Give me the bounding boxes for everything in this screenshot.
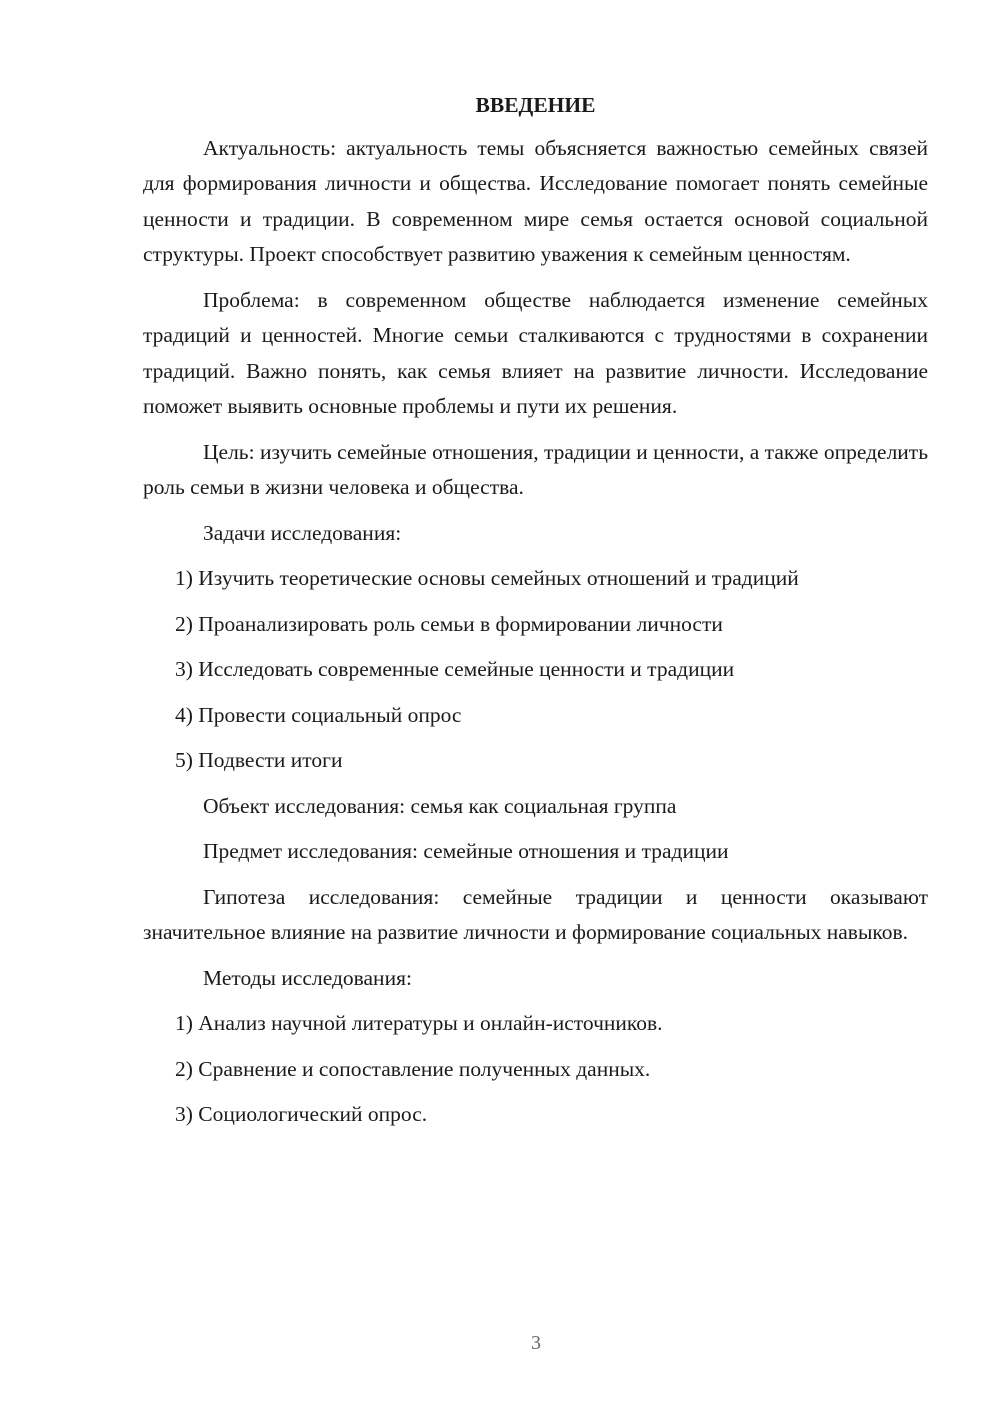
tasks-list xyxy=(143,561,928,779)
list-item: 3) Социологический опрос. xyxy=(175,1102,428,1126)
subject-paragraph: Предмет исследования: семейные отношения и традиции xyxy=(203,839,729,863)
list-item: 2) Сравнение и сопоставление полученных данных. xyxy=(175,1056,651,1081)
list-item: 1) Анализ научной литературы и онлайн-источников. xyxy=(175,1011,663,1035)
object-paragraph: Объект исследования: семья как социальная группа xyxy=(203,793,677,818)
methods-heading: Методы исследования: xyxy=(203,965,412,990)
problem-paragraph: Проблема: в современном обществе наблюдается изменение семейных традиций и ценностей. Многие семьи сталкиваются с трудностями в сохранении традиций. Важно понять, как семья влияет на развитие личности. Исследование поможет выявить основные проблемы и пути их решения. xyxy=(143,287,928,418)
goal-paragraph: Цель: изучить семейные отношения, традиции и ценности, а также определить роль семьи в жизни человека и общества. xyxy=(143,439,928,499)
page-number: 3 xyxy=(531,1332,541,1354)
methods-list xyxy=(143,1006,928,1133)
list-item: 1) Изучить теоретические основы семейных отношений и традиций xyxy=(175,566,799,590)
section-title: ВВЕДЕНИЕ xyxy=(475,93,596,117)
list-item: 2) Проанализировать роль семьи в формировании личности xyxy=(175,611,723,636)
document-page xyxy=(143,88,928,1143)
hypothesis-paragraph: Гипотеза исследования: семейные традиции и ценности оказывают значительное влияние на развитие личности и формирование социальных навыков. xyxy=(143,884,928,944)
list-item: 4) Провести социальный опрос xyxy=(175,702,462,727)
relevance-paragraph: Актуальность: актуальность темы объясняется важностью семейных связей для формирования личности и общества. Исследование помогает понять семейные ценности и традиции. В современном мире семья остается основой социальной структуры. Проект способствует развитию уважения к семейным ценностям. xyxy=(143,135,928,266)
list-item: 5) Подвести итоги xyxy=(175,748,343,772)
list-item: 3) Исследовать современные семейные ценности и традиции xyxy=(175,657,735,681)
tasks-heading: Задачи исследования: xyxy=(203,520,402,545)
